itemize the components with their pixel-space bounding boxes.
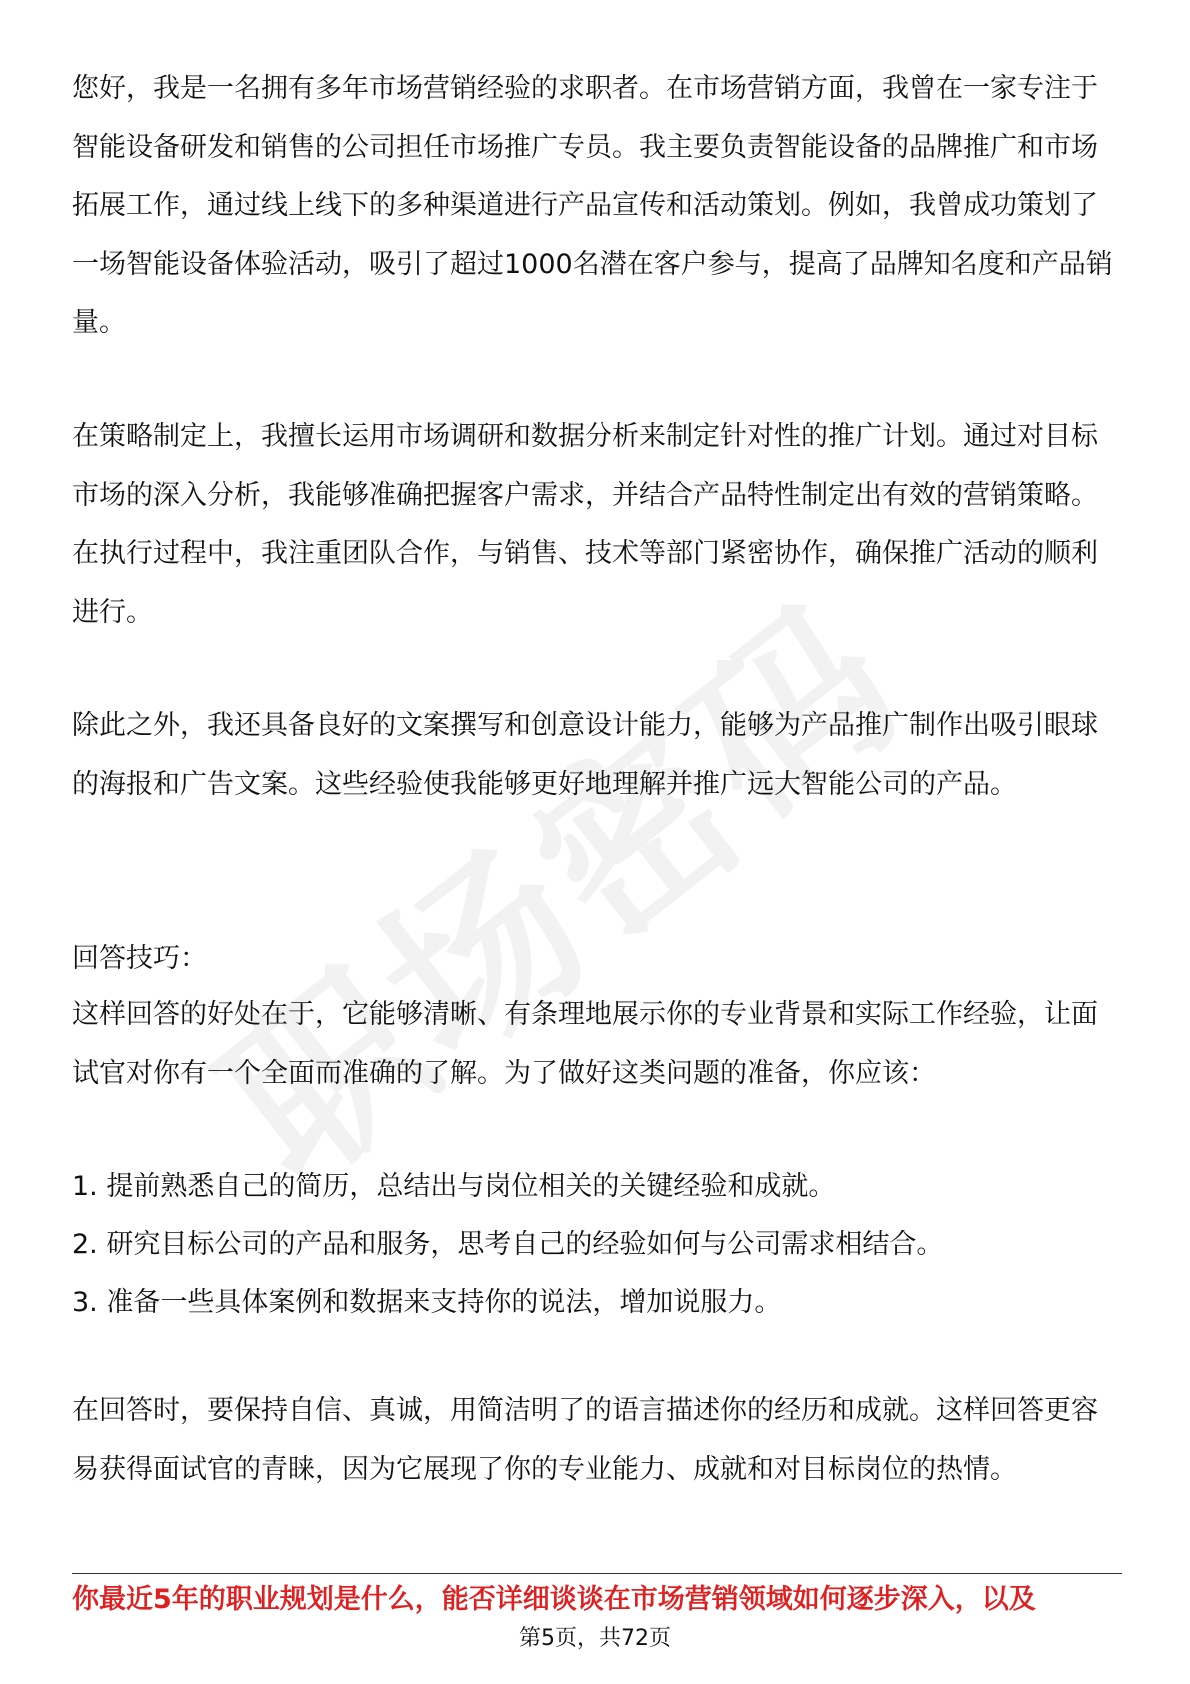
page-number: 第5页，共72页 <box>519 1626 671 1651</box>
tips-heading: 回答技巧： <box>72 943 207 974</box>
watermark-text <box>186 566 940 1223</box>
answer-paragraph-1: 您好，我是一名拥有多年市场营销经验的求职者。在市场营销方面，我曾在一家专注于智能设备研发和销售的公司担任市场推广专员。我主要负责智能设备的品牌推广和市场拓展工作，通过线上线下的多种渠道进行产品宣传和活动策划。例如，我曾成功策划了一场智能设备体验活动，吸引了超过1000名潜在客户参与，提高了品牌知名度和产品销量。 <box>72 73 1113 338</box>
answer-paragraph-3: 除此之外，我还具备良好的文案撰写和创意设计能力，能够为产品推广制作出吸引眼球的海报和广告文案。这些经验使我能够更好地理解并推广远大智能公司的产品。 <box>72 710 1098 800</box>
next-question-heading: 你最近5年的职业规划是什么，能否详细谈谈在市场营销领域如何逐步深入，以及 <box>72 1584 1036 1615</box>
section-divider <box>72 1573 1122 1574</box>
tips-list-item: 3. 准备一些具体案例和数据来支持你的说法，增加说服力。 <box>72 1287 782 1318</box>
closing-paragraph: 在回答时，要保持自信、真诚，用简洁明了的语言描述你的经历和成就。这样回答更容易获得面试官的青睐，因为它展现了你的专业能力、成就和对目标岗位的热情。 <box>72 1395 1098 1485</box>
answer-paragraph-2: 在策略制定上，我擅长运用市场调研和数据分析来制定针对性的推广计划。通过对目标市场的深入分析，我能够准确把握客户需求，并结合产品特性制定出有效的营销策略。在执行过程中，我注重团队合作，与销售、技术等部门紧密协作，确保推广活动的顺利进行。 <box>72 421 1098 628</box>
tips-list <box>72 1158 1122 1332</box>
tips-intro: 这样回答的好处在于，它能够清晰、有条理地展示你的专业背景和实际工作经验，让面试官对你有一个全面而准确的了解。为了做好这类问题的准备，你应该： <box>72 999 1098 1089</box>
tips-list-item: 1. 提前熟悉自己的简历，总结出与岗位相关的关键经验和成就。 <box>72 1171 836 1202</box>
tips-list-item: 2. 研究目标公司的产品和服务，思考自己的经验如何与公司需求相结合。 <box>72 1229 944 1260</box>
